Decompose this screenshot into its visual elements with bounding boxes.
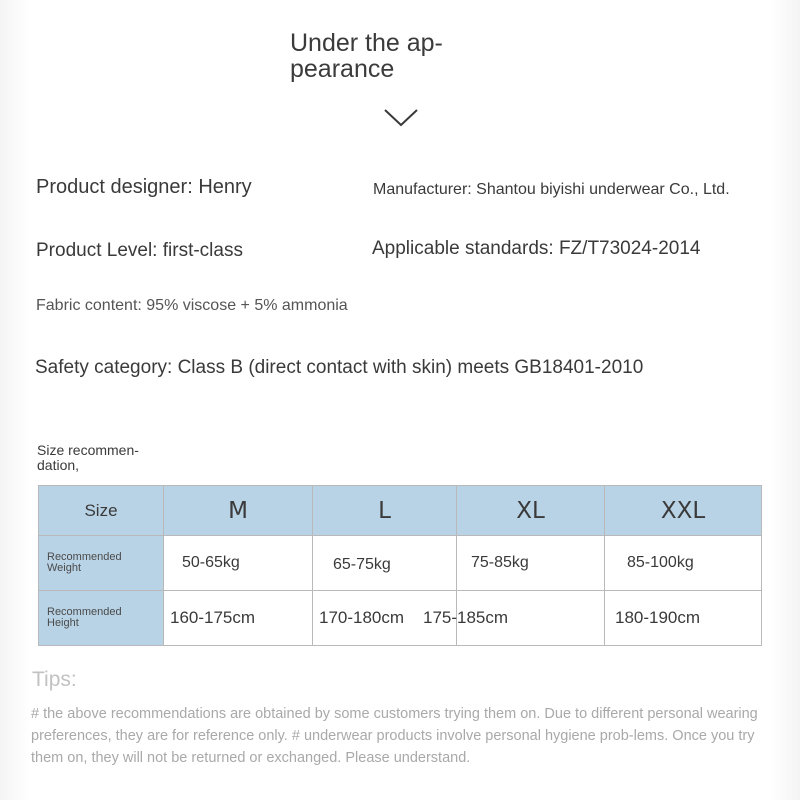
height-row-label	[39, 591, 164, 646]
product-level: Product Level: first-class	[36, 240, 243, 261]
fabric-content: Fabric content: 95% viscose + 5% ammonia	[36, 297, 348, 314]
weight-row	[39, 536, 762, 591]
height-label-line-2: Height	[47, 617, 79, 629]
applicable-standards: Applicable standards: FZ/T73024-2014	[372, 238, 701, 259]
height-l-value: 170-180cm	[319, 608, 405, 627]
section-title-line-1: Under the ap-	[290, 29, 443, 57]
tips-title: Tips:	[32, 668, 77, 691]
chevron-down-icon	[383, 106, 419, 128]
weight-l: 65-75kg	[313, 536, 457, 591]
safety-category: Safety category: Class B (direct contact with skin) meets GB18401-2010	[35, 357, 644, 378]
weight-label-line-1: Recommended	[47, 551, 122, 563]
weight-xxl: 85-100kg	[605, 536, 762, 591]
size-title-line-2: dation,	[37, 457, 80, 473]
size-header-l: L	[313, 486, 457, 536]
size-header-label: Size	[39, 486, 164, 536]
size-header-row	[39, 486, 762, 536]
height-row	[39, 591, 762, 646]
size-header-m: M	[164, 486, 313, 536]
section-title	[290, 30, 490, 82]
height-label-line-1: Recommended	[47, 606, 122, 618]
size-header-xl: XL	[457, 486, 605, 536]
height-xl	[423, 591, 605, 646]
product-designer: Product designer: Henry	[36, 176, 252, 198]
section-title-line-2: pearance	[290, 55, 395, 83]
weight-m: 50-65kg	[164, 536, 313, 591]
height-m: 160-175cm	[164, 591, 313, 646]
size-table	[38, 485, 762, 646]
size-recommendation-title	[37, 443, 177, 473]
height-xxl: 180-190cm	[605, 591, 762, 646]
size-title-line-1: Size recommen-	[37, 442, 139, 458]
weight-row-label	[39, 536, 164, 591]
weight-label-line-2: Weight	[47, 562, 82, 574]
height-xl-value: 175-185cm	[423, 608, 509, 627]
tips-body: # the above recommendations are obtained by some customers trying them on. Due to different personal wearing preferences, they are for reference only. # underwear products involve personal hygiene prob-lems. Once you try them on, they will not be returned or exchanged. Please understand.	[31, 706, 758, 766]
size-header-xxl: XXL	[605, 486, 762, 536]
weight-xl: 75-85kg	[457, 536, 605, 591]
manufacturer: Manufacturer: Shantou biyishi underwear Co., Ltd.	[373, 181, 730, 198]
